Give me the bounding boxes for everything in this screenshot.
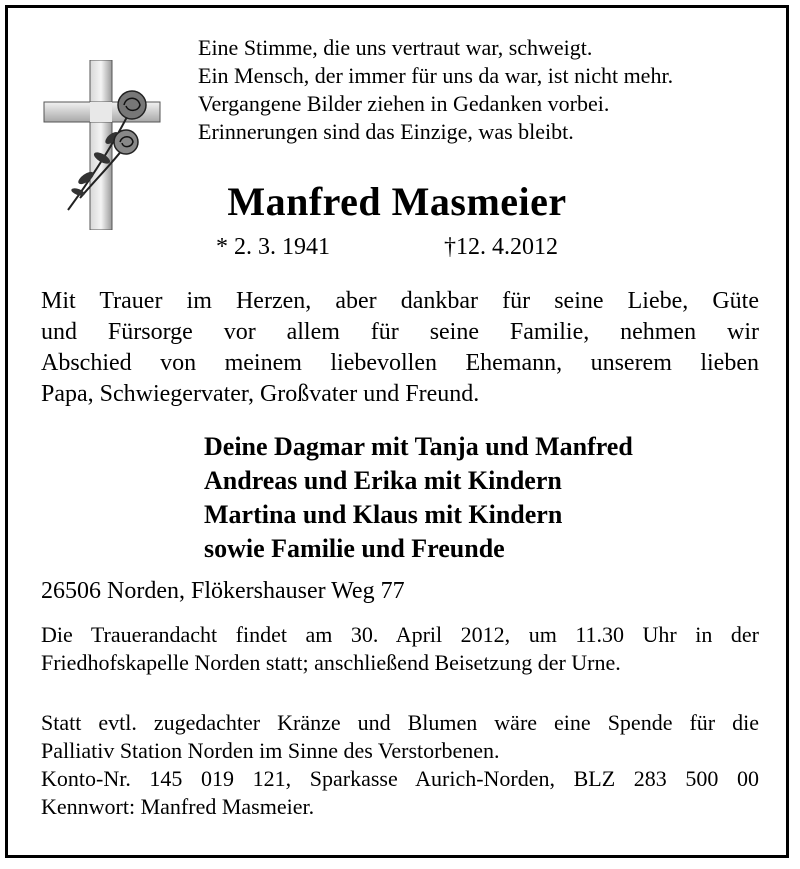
deceased-name: Manfred Masmeier <box>227 179 567 224</box>
address: 26506 Norden, Flökershauser Weg 77 <box>41 578 405 604</box>
death-date: †12. 4.2012 <box>444 234 558 260</box>
poem-line: Erinnerungen sind das Einzige, was bleibt. <box>198 119 574 144</box>
donation-line: Kennwort: Manfred Masmeier. <box>41 794 315 819</box>
mourner-line: Andreas und Erika mit Kindern <box>204 466 562 495</box>
mourner-line: sowie Familie und Freunde <box>204 534 505 563</box>
poem-line: Ein Mensch, der immer für uns da war, ist nicht mehr. <box>198 63 674 88</box>
mourner-line: Martina und Klaus mit Kindern <box>204 500 563 529</box>
birth-date: * 2. 3. 1941 <box>216 234 330 260</box>
mourner-line: Deine Dagmar mit Tanja und Manfred <box>204 432 633 461</box>
message-line: Papa, Schwiegervater, Großvater und Freund. <box>41 381 480 407</box>
poem-line: Eine Stimme, die uns vertraut war, schweigt. <box>198 35 593 60</box>
donation-line: Konto-Nr. 145 019 121, Sparkasse Aurich-Norden, BLZ 283 500 00 <box>41 766 759 791</box>
obituary-notice <box>5 5 789 858</box>
poem-line: Vergangene Bilder ziehen in Gedanken vorbei. <box>198 91 610 116</box>
service-line: Friedhofskapelle Norden statt; anschließend Beisetzung der Urne. <box>41 650 621 675</box>
message-line: und Fürsorge vor allem für seine Familie, nehmen wir <box>41 319 759 345</box>
donation-line: Palliativ Station Norden im Sinne des Verstorbenen. <box>41 738 500 763</box>
service-line: Die Trauerandacht findet am 30. April 2012, um 11.30 Uhr in der <box>41 622 759 647</box>
message-line: Abschied von meinem liebevollen Ehemann, unserem lieben <box>41 350 759 376</box>
donation-line: Statt evtl. zugedachter Kränze und Blumen wäre eine Spende für die <box>41 710 759 735</box>
message-line: Mit Trauer im Herzen, aber dankbar für seine Liebe, Güte <box>41 288 759 314</box>
